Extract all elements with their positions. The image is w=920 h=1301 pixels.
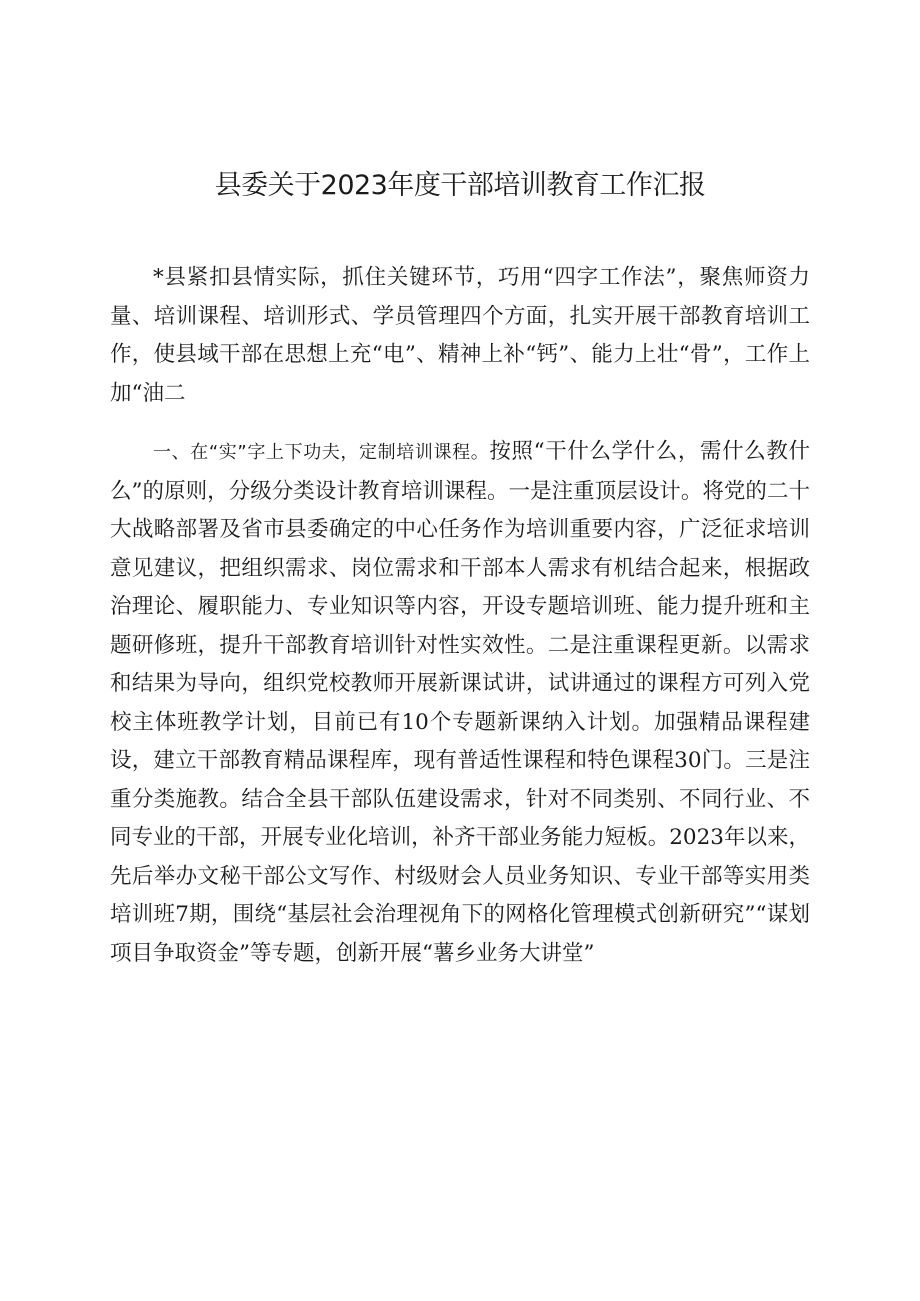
section-one-paragraph [110,433,810,973]
document-title: 县委关于2023年度干部培训教育工作汇报 [214,170,706,201]
intro-paragraph: *县紧扣县情实际，抓住关键环节，巧用“四字工作法”，聚焦师资力量、培训课程、培训形式、学员管理四个方面，扎实开展干部教育培训工作，使县域干部在思想上充“电”、精神上补“钙”、能力上壮“骨”，工作上加“油二 [110,265,810,406]
section-one-body: 按照“干什么学什么，需什么教什么”的原则，分级分类设计教育培训课程。一是注重顶层设计。将党的二十大战略部署及省市县委确定的中心任务作为培训重要内容，广泛征求培训意见建议，把组织需求、岗位需求和干部本人需求有机结合起来，根据政治理论、履职能力、专业知识等内容，开设专题培训班、能力提升班和主题研修班，提升干部教育培训针对性实效性。二是注重课程更新。以需求和结果为导向，组织党校教师开展新课试讲，试讲通过的课程方可列入党校主体班教学计划，目前已有10个专题新课纳入计划。加强精品课程建设，建立干部教育精品课程库，现有普适性课程和特色课程30门。三是注重分类施教。结合全县干部队伍建设需求，针对不同类别、不同行业、不同专业的干部，开展专业化培训，补齐干部业务能力短板。2023年以来，先后举办文秘干部公文写作、村级财会人员业务知识、专业干部等实用类培训班7期，围绕“基层社会治理视角下的网格化管理模式创新研究”“谋划项目争取资金”等专题，创新开展“薯乡业务大讲堂” [110,439,810,966]
section-one-heading: 一、在“实”字上下功夫，定制培训课程。 [153,442,490,463]
